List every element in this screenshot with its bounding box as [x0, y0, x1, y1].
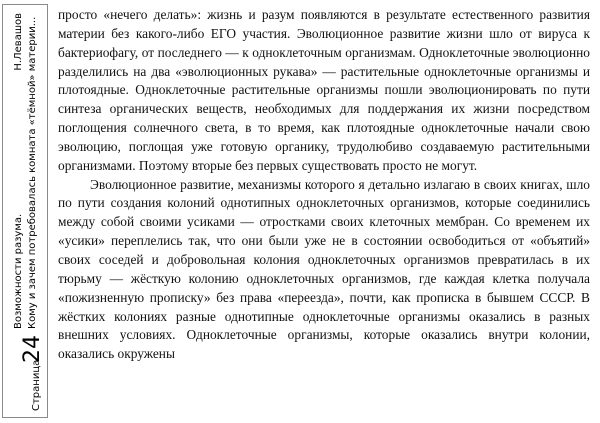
paragraph-1: просто «нечего делать»: жизнь и разум появляются в результате естественного развития материи без какого-либо ЕГО участия. Эволюционное развитие жизни шло от вируса к бактериофагу, от последнего — к одноклеточным организмам. Одноклеточные эволюционно разделились на два «эволюционных рукава» — растительные одноклеточные организмы и плотоядные. Одноклеточные растительные организмы пошли эволюционировать по пути синтеза органических веществ, необходимых для поддержания их жизни посредством поглощения солнечного света, в то время, как плотоядные одноклеточные начали свою эволюцию, поглощая уже готовую органику, трудолюбиво создаваемую растительными организмами. Поэтому вторые без первых существовать просто не могут.: [58, 7, 590, 173]
sidebar-rotated-text: [5, 9, 45, 413]
author-name: Н.Левашов: [13, 13, 24, 71]
main-text: [58, 6, 590, 364]
chapter-title: Возможности разума.: [13, 213, 24, 329]
book-title: Кому и зачем потребовалась комната «тёмной» материи...: [27, 16, 38, 329]
paragraph-2: Эволюционное развитие, механизмы которого я детально излагаю в своих книгах, шло по пути создания колоний однотипных одноклеточных организмов, которые соединились между собой своими усиками — отростками своих клеточных мембран. Со временем их «усики» переплелись так, что они были уже не в состоянии освободиться от «объятий» своих соседей и добровольная колония одноклеточных организмов превратилась в их тюрьму — жёсткую колонию одноклеточных организмов, где каждая клетка получала «пожизненную прописку» без права «переезда», почти, как прописка в бывшем СССР. В жёстких колониях разные однотипные одноклеточные организмы оказались в разных внешних условиях. Одноклеточные организмы, которые оказались внутри колонии, оказались окружены: [58, 176, 590, 362]
page-label: Страница: [31, 359, 42, 411]
page-number: 24: [20, 335, 45, 363]
page-sidebar: [2, 4, 48, 418]
